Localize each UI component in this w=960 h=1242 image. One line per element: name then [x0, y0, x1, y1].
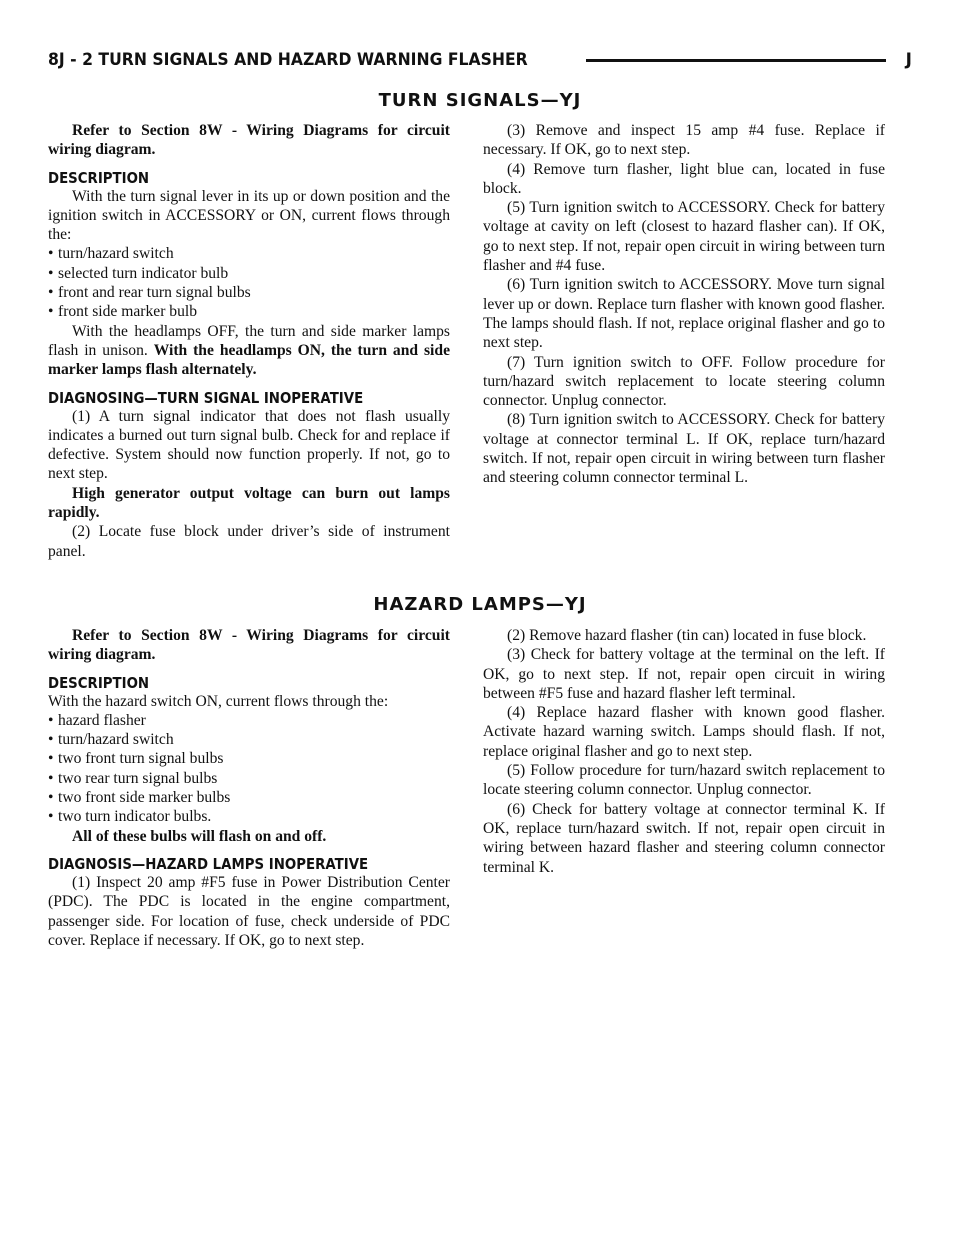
turn-step-6: (6) Turn ignition switch to ACCESSORY. Move turn signal lever up or down. Replace turn flasher with known good flasher. The lamps should flash. If not, replace original flasher and go to next step.: [483, 276, 885, 352]
hazard-step-3: (3) Check for battery voltage at the terminal on the left. If OK, go to next step. If not, repair open circuit in wiring between #F5 fuse and hazard flasher left terminal.: [483, 646, 885, 702]
turn-signals-left-column: [48, 121, 450, 561]
hazard-step-6: (6) Check for battery voltage at connector terminal K. If OK, replace turn/hazard switch. If not, repair open circuit in wiring between hazard flasher and steering column connector terminal K.: [483, 800, 885, 876]
generator-warning: High generator output voltage can burn out lamps rapidly.: [48, 484, 450, 522]
list-item: • front and rear turn signal bulbs: [48, 283, 450, 302]
hazard-step-1: (1) Inspect 20 amp #F5 fuse in Power Distribution Center (PDC). The PDC is located in the engine compartment, passenger side. For location of fuse, check underside of PDC cover. Replace if necessary. If OK, go to next step.: [48, 873, 450, 949]
hazard-description-text: With the hazard switch ON, current flows through the:: [48, 692, 389, 710]
headlamps-off-text: With the headlamps OFF, the turn and side marker lamps flash in unison.: [48, 322, 450, 359]
hazard-bulb-list: [48, 711, 450, 827]
turn-signals-description-text: With the turn signal lever in its up or down position and the ignition switch in ACCESSORY or ON, current flows through the:: [48, 187, 450, 244]
turn-step-1: (1) A turn signal indicator that does not flash usually indicates a burned out turn signal bulb. Check for and replace if defective. System should now function properly. If not, go to next step.: [48, 407, 450, 483]
hazard-right-column: [483, 626, 885, 877]
header-section-letter: J: [905, 50, 912, 70]
running-header: [48, 48, 912, 74]
section-title-turn-signals: TURN SIGNALS—YJ: [378, 90, 582, 111]
hazard-left-column: [48, 626, 450, 950]
turn-signals-intro: Refer to Section 8W - Wiring Diagrams for circuit wiring diagram.: [48, 122, 450, 159]
hazard-intro: Refer to Section 8W - Wiring Diagrams for circuit wiring diagram.: [48, 627, 450, 664]
turn-signals-right-column: [483, 121, 885, 488]
turn-signals-headlamps-text: [48, 322, 450, 380]
header-rule: [586, 59, 886, 62]
turn-step-5: (5) Turn ignition switch to ACCESSORY. Check for battery voltage at cavity on left (closest to hazard flasher can). If OK, go to next step. If not, repair open circuit in wiring between turn flasher and #4 fuse.: [483, 199, 885, 275]
turn-step-8: (8) Turn ignition switch to ACCESSORY. Check for battery voltage at connector terminal L. If OK, replace turn/hazard switch. If not, repair open circuit in wiring between turn flasher and steering column connector terminal L.: [483, 411, 885, 487]
hazard-description-heading: DESCRIPTION: [48, 673, 150, 692]
list-item: • turn/hazard switch: [48, 244, 450, 263]
turn-signals-description-heading: DESCRIPTION: [48, 168, 150, 187]
hazard-flash-note: All of these bulbs will flash on and off.: [72, 827, 327, 845]
list-item: • two turn indicator bulbs.: [48, 807, 450, 826]
turn-step-3: (3) Remove and inspect 15 amp #4 fuse. Replace if necessary. If OK, go to next step.: [483, 122, 885, 159]
list-item: • two rear turn signal bulbs: [48, 769, 450, 788]
turn-step-7: (7) Turn ignition switch to OFF. Follow procedure for turn/hazard switch replacement to locate steering column connector. Unplug connector.: [483, 353, 885, 410]
list-item: • turn/hazard switch: [48, 730, 450, 749]
diagnosis-hazard-heading: DIAGNOSIS—HAZARD LAMPS INOPERATIVE: [48, 854, 369, 873]
hazard-step-5: (5) Follow procedure for turn/hazard switch replacement to locate steering column connector. Unplug connector.: [483, 762, 885, 799]
diagnosing-turn-signal-heading: DIAGNOSING—TURN SIGNAL INOPERATIVE: [48, 388, 364, 407]
turn-step-2: (2) Locate fuse block under driver’s side of instrument panel.: [48, 523, 450, 560]
section-title-hazard-lamps: HAZARD LAMPS—YJ: [373, 594, 587, 615]
list-item: • selected turn indicator bulb: [48, 264, 450, 283]
list-item: • two front side marker bulbs: [48, 788, 450, 807]
turn-step-4: (4) Remove turn flasher, light blue can, located in fuse block.: [483, 160, 885, 197]
list-item: • two front turn signal bulbs: [48, 749, 450, 768]
list-item: • front side marker bulb: [48, 302, 450, 321]
turn-signals-bulb-list: [48, 244, 450, 321]
hazard-step-4: (4) Replace hazard flasher with known good flasher. Activate hazard warning switch. Lamps should flash. If not, replace original flasher and go to next step.: [483, 704, 885, 760]
header-page-title: 8J - 2 TURN SIGNALS AND HAZARD WARNING FLASHER: [48, 50, 528, 70]
list-item: • hazard flasher: [48, 711, 450, 730]
hazard-step-2: (2) Remove hazard flasher (tin can) located in fuse block.: [507, 627, 867, 644]
headlamps-on-text: With the headlamps ON, the turn and side marker lamps flash alternately.: [48, 341, 450, 379]
